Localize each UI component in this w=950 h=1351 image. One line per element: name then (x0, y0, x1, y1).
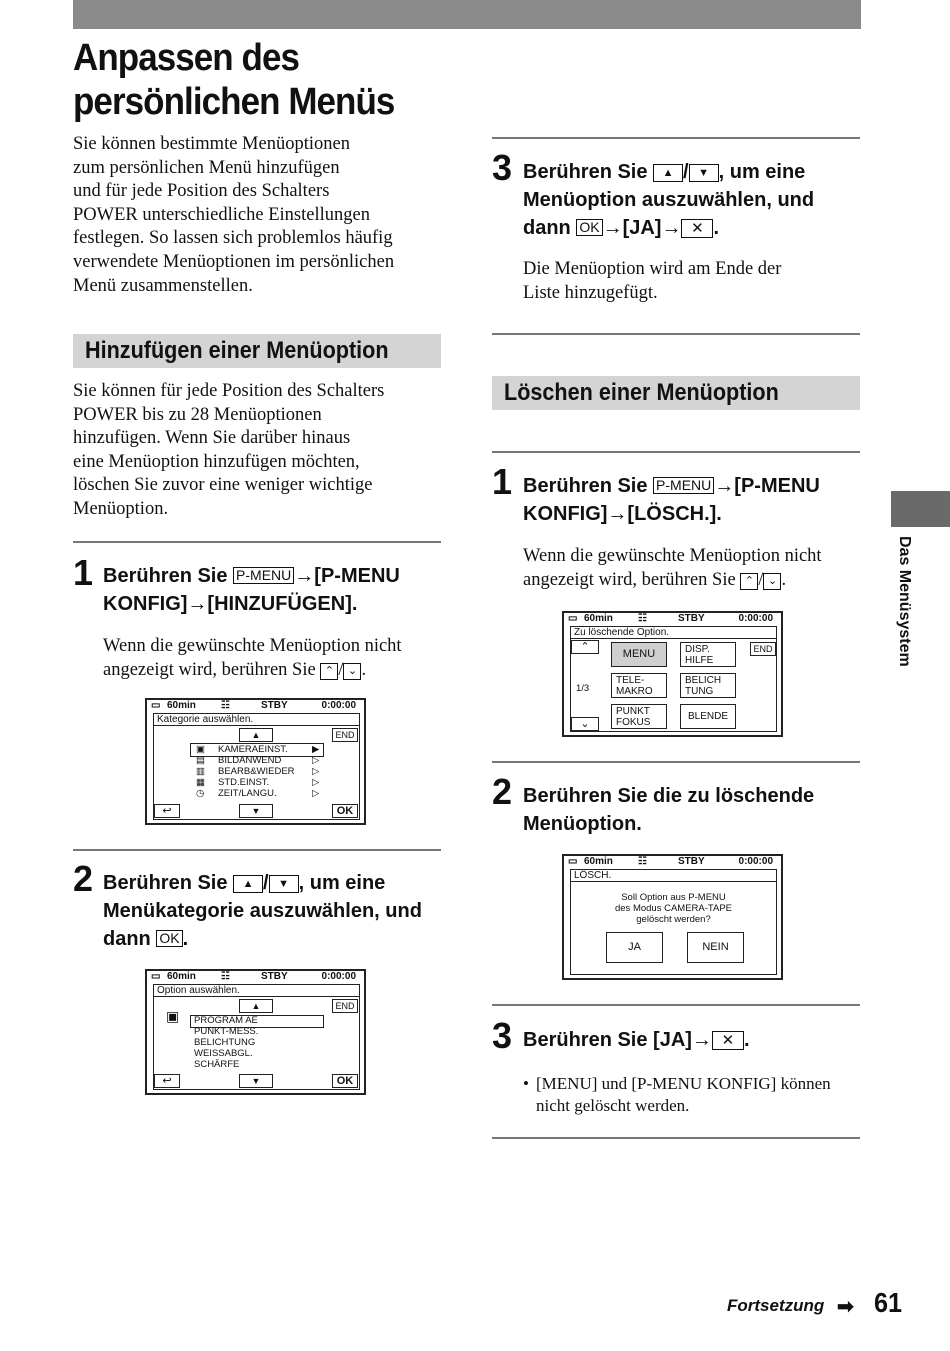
step-3-add-instruction (523, 158, 814, 242)
intro-line: Sie können bestimmte Menüoptionen (73, 134, 350, 154)
tape-icon: ☷ (638, 613, 647, 624)
step-text: →[P-MENU (294, 565, 400, 587)
note-line: Wenn die gewünschte Menüoption nicht (523, 546, 822, 566)
intro-line: verwendete Menüoptionen im persönlichen (73, 251, 395, 272)
panel-header: Zu löschende Option. (574, 627, 670, 638)
blende-button[interactable]: BLENDE (680, 704, 736, 729)
panel-header: Kategorie auswählen. (157, 714, 254, 725)
lcd-screen-option (145, 969, 366, 1095)
note-line: Wenn die gewünschte Menüoption nicht (103, 636, 402, 656)
p-menu-key-icon: P-MENU (233, 567, 294, 584)
step-text: Berühren Sie (103, 872, 234, 894)
step-text: Berühren Sie die zu löschende (523, 785, 815, 807)
clock-icon: ◷ (196, 788, 205, 799)
step-text: →[P-MENU (714, 475, 820, 497)
battery-remaining: 60min (584, 613, 613, 624)
step-number: 1 (492, 461, 513, 502)
title-line-1: Anpassen des (73, 37, 300, 79)
intro-line: festlegen. So lassen sich problemlos häufig (73, 228, 393, 249)
intro-paragraph (73, 133, 394, 298)
scroll-down-button[interactable]: ▼ (239, 804, 273, 818)
step-1-add-note (103, 635, 402, 682)
panel-header: LÖSCH. (574, 870, 612, 881)
bullet-icon: • (523, 1074, 529, 1093)
menu-item[interactable]: SCHÄRFE (194, 1059, 240, 1070)
step-text: Berühren Sie (523, 161, 654, 183)
period: . (713, 217, 720, 239)
page-down-icon: ⌄ (763, 573, 781, 590)
add-line: eine Menüoption hinzufügen möchten, (73, 451, 360, 472)
panel-header: Option auswählen. (157, 985, 240, 996)
page-up-button[interactable]: ⌃ (571, 640, 599, 654)
battery-remaining: 60min (167, 700, 196, 711)
intro-line: Menü zusammenstellen. (73, 275, 253, 296)
lcd-screen-delete-confirm (562, 854, 783, 980)
button-line: MAKRO (616, 686, 653, 697)
step-divider (492, 137, 860, 139)
timecode: 0:00:00 (738, 613, 773, 624)
step-3-delete-note (536, 1073, 831, 1117)
timecode: 0:00:00 (738, 856, 773, 867)
period: . (182, 928, 189, 950)
status-bar (151, 971, 360, 983)
step-number: 2 (73, 858, 94, 899)
section-heading-delete (492, 376, 860, 410)
title-line-2: persönlichen Menüs (73, 81, 395, 123)
camera-icon: ▣ (196, 744, 205, 755)
p-menu-key-icon: P-MENU (653, 477, 714, 494)
no-button[interactable]: NEIN (687, 932, 744, 963)
add-line: Sie können für jede Position des Schalters (73, 381, 385, 401)
menu-item[interactable]: PUNKT-MESS. (194, 1026, 259, 1037)
step-text: , um eine (298, 872, 386, 894)
note-line: nicht gelöscht werden. (536, 1096, 690, 1115)
step-text: Menüoption auszuwählen, und (523, 189, 815, 211)
add-paragraph (73, 380, 384, 522)
intro-line: zum persönlichen Menü hinzufügen (73, 157, 340, 178)
step-divider (73, 849, 441, 851)
note-line: angezeigt wird, berühren Sie (103, 659, 321, 680)
picture-icon: ▤ (196, 755, 205, 766)
step-number: 3 (492, 1015, 513, 1056)
step-text: Berühren Sie (523, 475, 654, 497)
lcd-screen-category (145, 698, 366, 825)
arrow-right-icon: ▷ (312, 777, 320, 788)
step-text: Menükategorie auszuwählen, und (103, 900, 422, 922)
step-text: Berühren Sie (103, 565, 234, 587)
menu-item[interactable]: PROGRAM AE (194, 1015, 258, 1026)
section-heading-text: Hinzufügen einer Menüoption (85, 337, 389, 364)
scroll-up-button[interactable]: ▲ (239, 728, 273, 742)
step-1-delete-note (523, 545, 822, 592)
top-bar (73, 0, 861, 29)
timecode: 0:00:00 (321, 971, 356, 982)
step-text: KONFIG]→[HINZUFÜGEN]. (103, 593, 358, 615)
page-indicator: 1/3 (576, 683, 590, 694)
continue-label: Fortsetzung (727, 1296, 825, 1315)
divider (154, 725, 359, 726)
edit-icon: ▥ (196, 766, 205, 777)
add-line: löschen Sie zuvor eine weniger wichtige (73, 475, 373, 496)
step-divider (492, 451, 860, 453)
tape-icon: ☷ (221, 971, 230, 982)
menu-item[interactable]: KAMERAEINST. (218, 744, 288, 755)
lcd-screen-delete-select (562, 611, 783, 737)
mode-text: STBY (261, 971, 288, 982)
yes-button[interactable]: JA (606, 932, 663, 963)
menu-panel (153, 984, 360, 1090)
step-text: →[JA]→ (602, 217, 682, 239)
camera-icon: ▣ (166, 1008, 180, 1024)
button-line: HILFE (685, 655, 714, 666)
timecode: 0:00:00 (321, 700, 356, 711)
step-2-delete-instruction (523, 782, 814, 838)
mode-text: STBY (261, 700, 288, 711)
note-line: Liste hinzugefügt. (523, 282, 658, 303)
ok-key-icon: OK (576, 219, 602, 236)
tape-icon: ☷ (221, 700, 230, 711)
separator: / (338, 659, 344, 680)
menu-item[interactable]: BEARB&WIEDER (218, 766, 295, 777)
menu-panel (153, 713, 360, 820)
down-arrow-icon: ▼ (689, 164, 719, 182)
battery-icon: ▭ (568, 856, 578, 867)
menu-item[interactable]: STD.EINST. (218, 777, 270, 788)
dialog-message: des Modus CAMERA-TAPE (614, 903, 733, 914)
page-down-icon: ⌄ (343, 663, 361, 680)
step-divider (492, 1137, 860, 1139)
period: . (743, 1029, 750, 1051)
status-bar (568, 613, 777, 625)
button-line: FOKUS (616, 717, 651, 728)
step-number: 2 (492, 771, 513, 812)
button-line: PUNKT (616, 706, 650, 717)
add-line: POWER bis zu 28 Menüoptionen (73, 404, 322, 425)
end-button[interactable]: END (750, 642, 776, 656)
menu-item[interactable]: BELICHTUNG (194, 1037, 256, 1048)
end-button[interactable]: END (332, 728, 358, 742)
page-down-button[interactable]: ⌄ (571, 717, 599, 731)
ok-button[interactable]: OK (332, 804, 358, 818)
return-icon[interactable]: ↩ (154, 1074, 180, 1088)
down-arrow-icon: ▼ (269, 875, 299, 893)
battery-remaining: 60min (167, 971, 196, 982)
intro-line: und für jede Position des Schalters (73, 181, 330, 202)
add-line: hinzufügen. Wenn Sie darüber hinaus (73, 428, 351, 449)
page-up-icon: ⌃ (320, 663, 338, 680)
step-text: dann (103, 928, 157, 950)
separator: / (263, 872, 269, 894)
up-arrow-icon: ▲ (653, 164, 683, 182)
step-1-add-instruction (103, 562, 400, 618)
battery-icon: ▭ (151, 971, 161, 982)
dialog-panel (570, 869, 777, 975)
step-divider (73, 541, 441, 543)
note-line: angezeigt wird, berühren Sie (523, 569, 741, 590)
step-number: 1 (73, 552, 94, 593)
step-divider (492, 761, 860, 763)
status-bar (151, 700, 360, 712)
period: . (361, 659, 367, 680)
button-line: BELICH (685, 675, 722, 686)
separator: / (683, 161, 689, 183)
mode-text: STBY (678, 613, 705, 624)
step-1-delete-instruction (523, 472, 820, 528)
section-heading-text: Löschen einer Menüoption (504, 379, 779, 406)
side-label-text: Das Menüsystem (896, 536, 913, 667)
ok-key-icon: OK (156, 930, 182, 947)
period: . (781, 569, 787, 590)
battery-icon: ▭ (568, 613, 578, 624)
separator: / (758, 569, 764, 590)
section-heading-add (73, 334, 441, 368)
battery-remaining: 60min (584, 856, 613, 867)
close-icon: ✕ (712, 1031, 744, 1050)
step-2-add-instruction (103, 869, 422, 953)
step-text: Berühren Sie [JA]→ (523, 1029, 712, 1051)
side-tab-marker (891, 491, 950, 527)
battery-icon: ▭ (151, 700, 161, 711)
menu-item[interactable]: WEISSABGL. (194, 1048, 253, 1059)
add-line: Menüoption. (73, 498, 169, 519)
settings-icon: ▦ (196, 777, 205, 788)
disp-hilfe-button[interactable] (680, 642, 736, 667)
divider (154, 996, 359, 997)
button-line: DISP. (685, 644, 710, 655)
step-text: KONFIG]→[LÖSCH.]. (523, 503, 722, 525)
menu-panel (570, 626, 777, 732)
step-3-delete-instruction (523, 1026, 750, 1054)
step-text: Menüoption. (523, 813, 642, 835)
divider (571, 881, 776, 882)
side-label (891, 536, 921, 686)
dialog-message: gelöscht werden? (636, 914, 711, 925)
arrow-right-icon: ▷ (312, 766, 320, 777)
ok-button[interactable]: OK (332, 1074, 358, 1088)
scroll-down-button[interactable]: ▼ (239, 1074, 273, 1088)
step-text: , um eine (718, 161, 806, 183)
page-number: 61 (874, 1287, 903, 1318)
note-line: Die Menüoption wird am Ende der (523, 259, 782, 279)
arrow-right-icon: ▶ (312, 744, 320, 755)
menu-item[interactable]: BILDANWEND (218, 755, 282, 766)
end-button[interactable]: END (332, 999, 358, 1013)
mode-text: STBY (678, 856, 705, 867)
divider (571, 638, 776, 639)
step-number: 3 (492, 147, 513, 188)
status-bar (568, 856, 777, 868)
button-line: TUNG (685, 686, 714, 697)
button-line: TELE- (616, 675, 645, 686)
step-text: dann (523, 217, 577, 239)
return-icon[interactable]: ↩ (154, 804, 180, 818)
scroll-up-button[interactable]: ▲ (239, 999, 273, 1013)
menu-item[interactable]: ZEIT/LANGU. (218, 788, 277, 799)
page-title (73, 36, 441, 124)
arrow-right-icon: ▷ (312, 755, 320, 766)
step-divider (492, 333, 860, 335)
step-3-add-note (523, 258, 781, 305)
belichtung-button[interactable] (680, 673, 736, 698)
dialog-message: Soll Option aus P-MENU (621, 892, 726, 903)
page-up-icon: ⌃ (740, 573, 758, 590)
arrow-right-icon: ▷ (312, 788, 320, 799)
step-divider (492, 1004, 860, 1006)
tape-icon: ☷ (638, 856, 647, 867)
tele-makro-button[interactable] (611, 673, 667, 698)
continue-arrow-icon: ➡ (837, 1296, 854, 1318)
close-icon: ✕ (681, 219, 713, 238)
menu-option-button[interactable]: MENU (611, 642, 667, 667)
punkt-fokus-button[interactable] (611, 704, 667, 729)
note-line: [MENU] und [P-MENU KONFIG] können (536, 1074, 831, 1093)
up-arrow-icon: ▲ (233, 875, 263, 893)
intro-line: POWER unterschiedliche Einstellungen (73, 204, 370, 225)
